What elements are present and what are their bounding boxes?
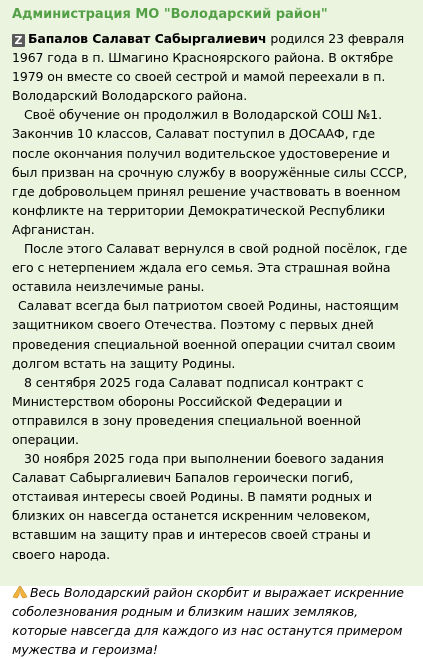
paragraph — [12, 296, 413, 372]
paragraph-text: После этого Салават вернулся в свой родной посёлок, где его с нетерпением ждала его семья. Эта страшная война оставила неизлечимые раны. — [12, 241, 408, 295]
hero-name: Бапалов Салават Сабыргалиевич — [28, 31, 267, 46]
paragraph-text: Своё обучение он продолжил в Володарской СОШ №1. Закончив 10 классов, Салават поступил в ДОСААФ, где после окончания получил водительское удостоверение и был призван на срочную службу в вооружённые силы СССР, где добровольцем принял решение участвовать в военном конфликте на территории Демократической Республики Афганистан. — [12, 107, 408, 237]
paragraph-text: 30 ноября 2025 года при выполнении боевого задания Салават Сабыргалиевич Бапалов героически погиб, отстаивая интересы своей Родины. В памяти родных и близких он навсегда останется искренним человеком, вставшим на защиту прав и интересов своей страны и своего народа. — [12, 451, 384, 562]
closing-text: Весь Володарский район скорбит и выражает искренние соболезнования родным и близким наших земляков, которые навсегда для каждого из нас останутся примером мужества и героизма! — [12, 584, 404, 657]
closing-paragraph — [12, 583, 413, 659]
paragraph — [12, 239, 413, 296]
intro-paragraph — [12, 29, 413, 105]
paragraph-text: 8 сентября 2025 года Салават подписал контракт с Министерством обороны Российской Федерации и отправился в зону проведения специальной военной операции. — [12, 374, 364, 447]
paragraph-text: Салават всегда был патриотом своей Родины, настоящим защитником своего Отечества. Поэтому с первых дней проведения специальной военной операции считал своим долгом встать на защиту Родины. — [12, 298, 399, 371]
intro-text: родился 23 февраля 1967 года в п. Шмагино Красноярского района. В октябре 1979 он вместе со своей сестрой и мамой переехали в п. Володарский Володарского района. — [12, 31, 404, 104]
paragraph — [12, 449, 413, 564]
sender-name[interactable]: Администрация МО "Володарский район" — [12, 7, 328, 22]
paragraph — [12, 373, 413, 449]
paragraph — [12, 105, 413, 239]
message-body — [12, 29, 413, 564]
praying-hands-icon — [12, 585, 28, 599]
z-symbol-icon: Z — [12, 34, 25, 47]
